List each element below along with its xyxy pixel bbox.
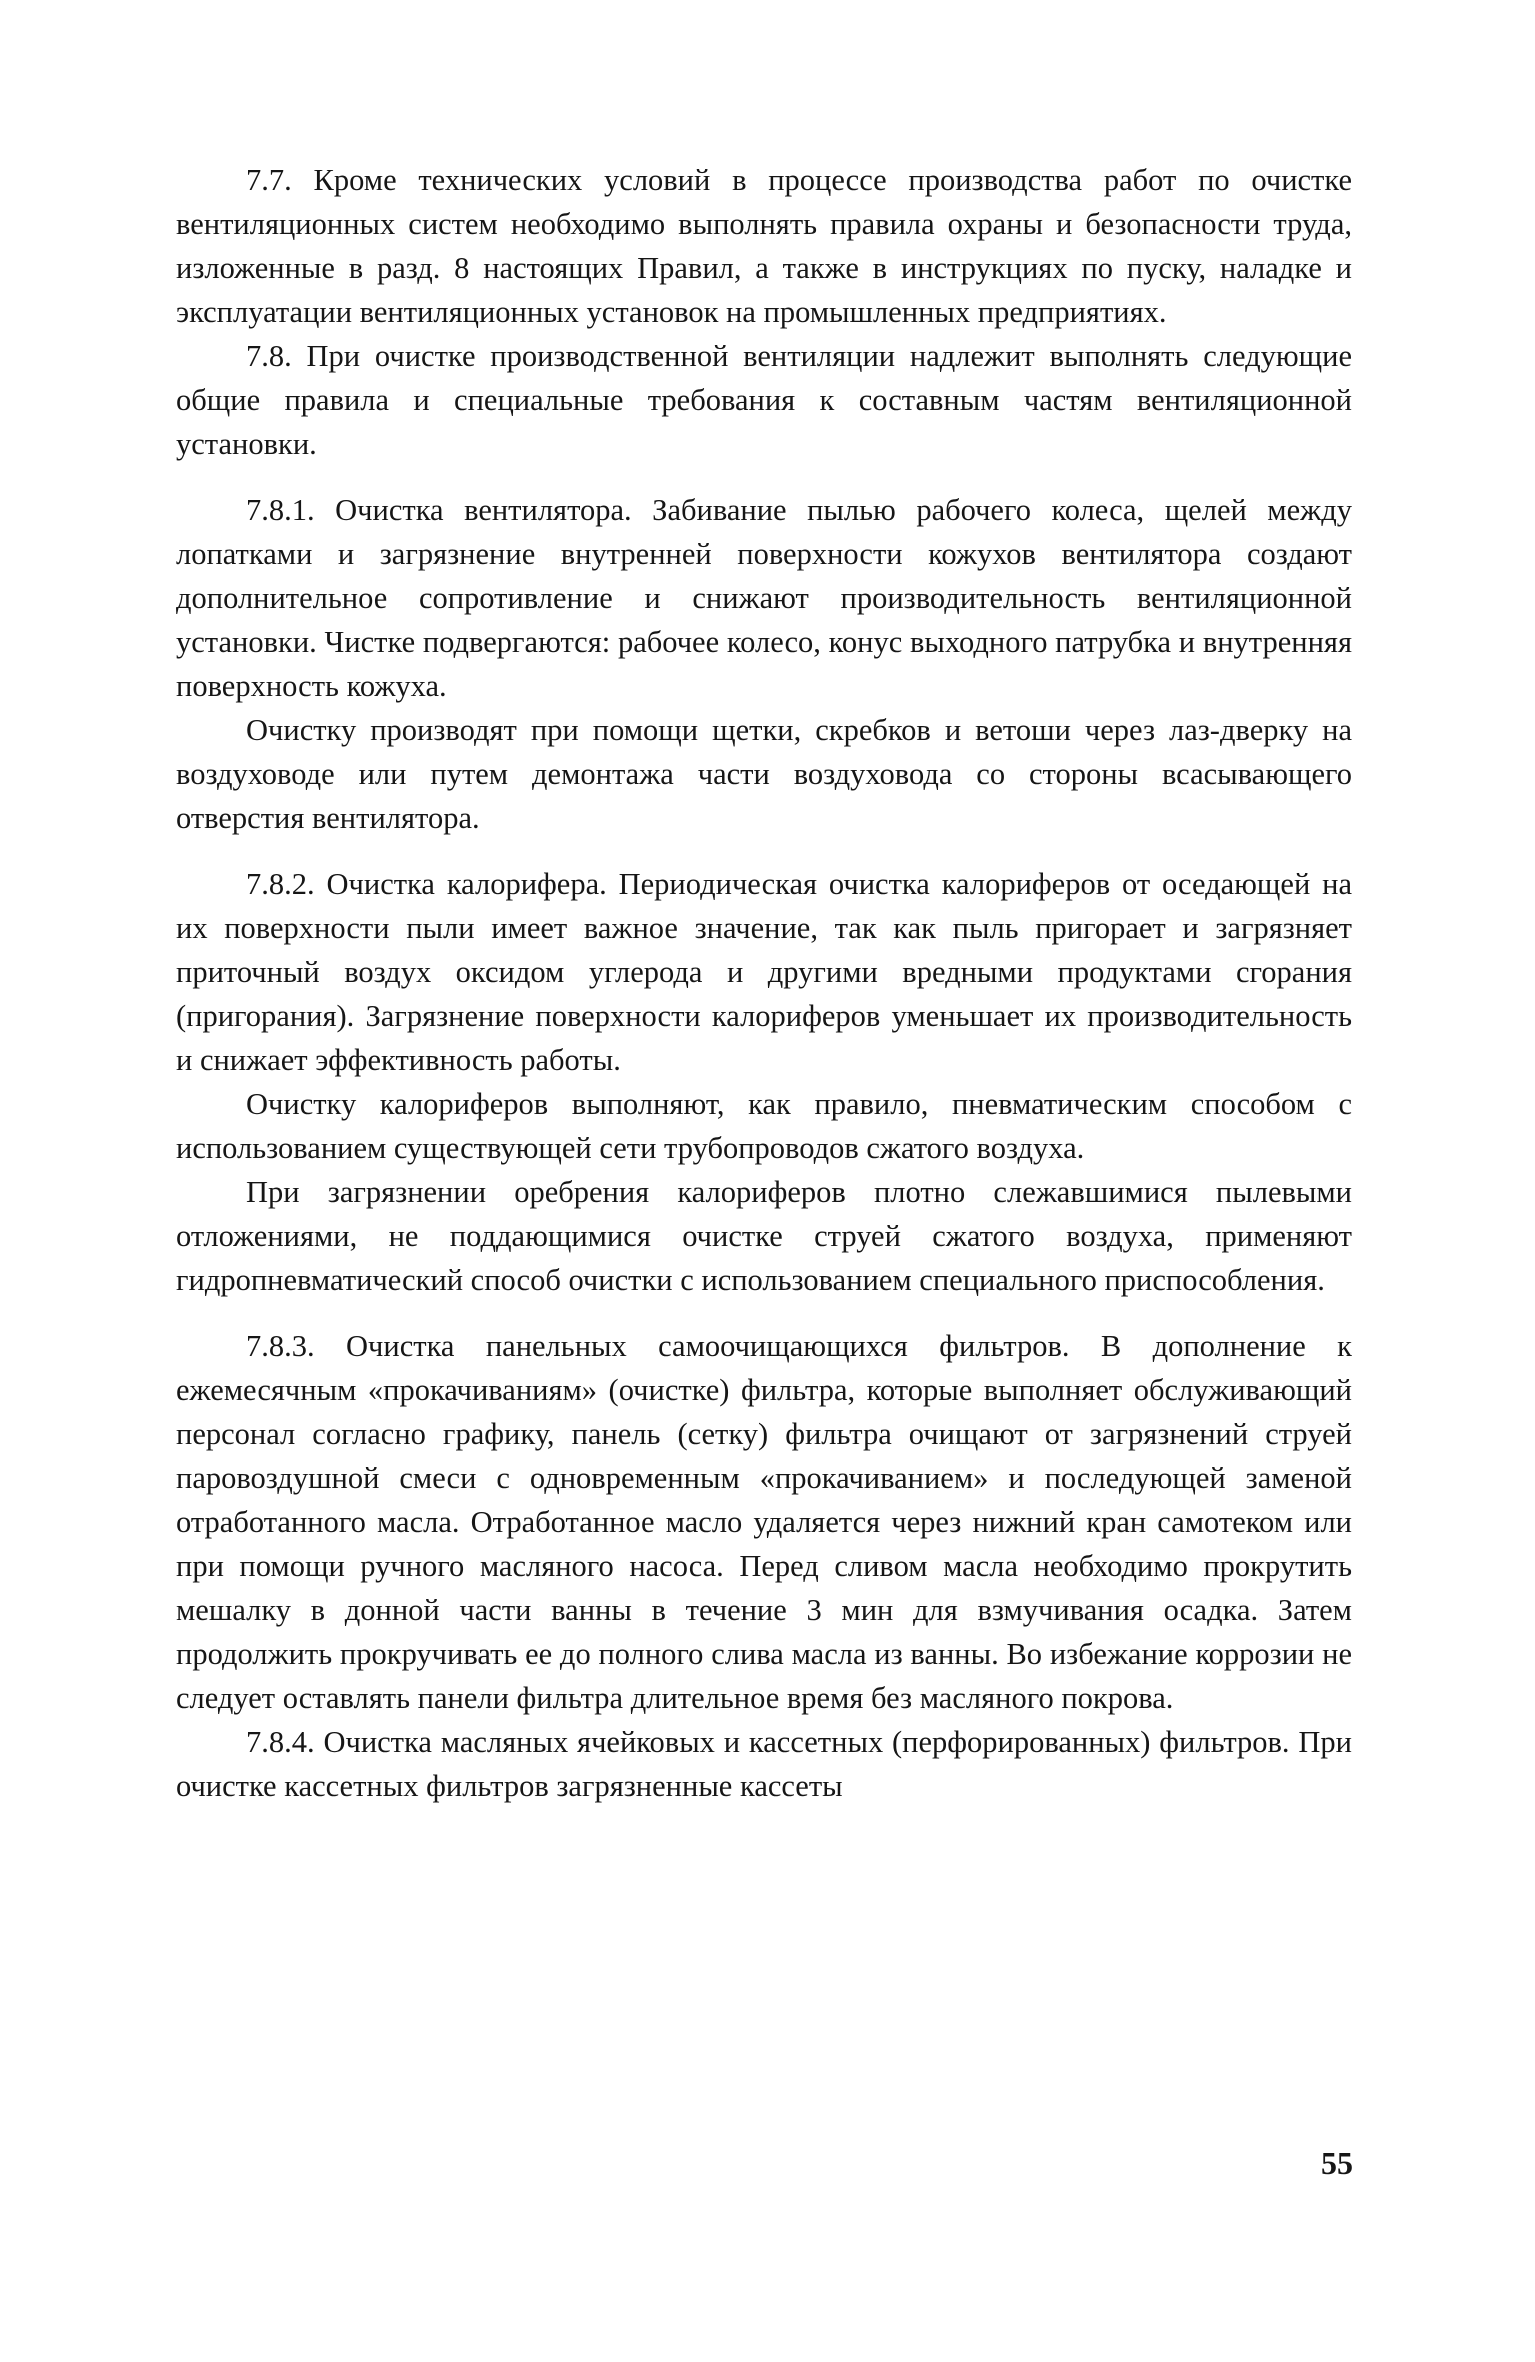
paragraph-fan-cleaning-method: Очистку производят при помощи щетки, скребков и ветоши через лаз-дверку на воздуховоде или путем демонтажа части воздуховода со стороны всасывающего отверстия вентилятора. <box>176 713 1352 835</box>
body-text <box>176 158 1352 1808</box>
paragraph-7-8-3: 7.8.3. Очистка панельных самоочищающихся фильтров. В дополнение к ежемесячным «прокачиваниям» (очистке) фильтра, которые выполняет обслуживающий персонал согласно графику, панель (сетку) фильтра очищают от загрязнений струей паровоздушной смеси с одновременным «прокачиванием» и последующей заменой отработанного масла. Отработанное масло удаляется через нижний кран самотеком или при помощи ручного масляного насоса. Перед сливом масла необходимо прокрутить мешалку в донной части ванны в течение 3 мин для взмучивания осадка. Затем продолжить прокручивать ее до полного слива масла из ванны. Во избежание коррозии не следует оставлять панели фильтра длительное время без масляного покрова. <box>176 1329 1352 1715</box>
paragraph-7-7: 7.7. Кроме технических условий в процессе производства работ по очистке вентиляционных систем необходимо выполнять правила охраны и безопасности труда, изложенные в разд. 8 настоящих Правил, а также в инструкциях по пуску, наладке и эксплуатации вентиляционных установок на промышленных предприятиях. <box>176 163 1352 329</box>
paragraph-7-8-4: 7.8.4. Очистка масляных ячейковых и кассетных (перфорированных) фильтров. При очистке кассетных фильтров загрязненные кассеты <box>176 1725 1352 1803</box>
paragraph-7-8-1: 7.8.1. Очистка вентилятора. Забивание пылью рабочего колеса, щелей между лопатками и загрязнение внутренней поверхности кожухов вентилятора создают дополнительное сопротивление и снижают производительность вентиляционной установки. Чистке подвергаются: рабочее колесо, конус выходного патрубка и внутренняя поверхность кожуха. <box>176 493 1352 703</box>
page-number: 55 <box>1321 2145 1353 2181</box>
paragraph-heater-hydropneumatic-cleaning: При загрязнении оребрения калориферов плотно слежавшимися пылевыми отложениями, не поддающимися очистке струей сжатого воздуха, применяют гидропневматический способ очистки с использованием специального приспособления. <box>176 1175 1352 1297</box>
paragraph-7-8-2: 7.8.2. Очистка калорифера. Периодическая очистка калориферов от оседающей на их поверхности пыли имеет важное значение, так как пыль пригорает и загрязняет приточный воздух оксидом углерода и другими вредными продуктами сгорания (пригорания). Загрязнение поверхности калориферов уменьшает их производительность и снижает эффективность работы. <box>176 867 1352 1077</box>
paragraph-heater-pneumatic-cleaning: Очистку калориферов выполняют, как правило, пневматическим способом с использованием существующей сети трубопроводов сжатого воздуха. <box>176 1087 1352 1165</box>
paragraph-7-8: 7.8. При очистке производственной вентиляции надлежит выполнять следующие общие правила и специальные требования к составным частям вентиляционной установки. <box>176 339 1352 461</box>
